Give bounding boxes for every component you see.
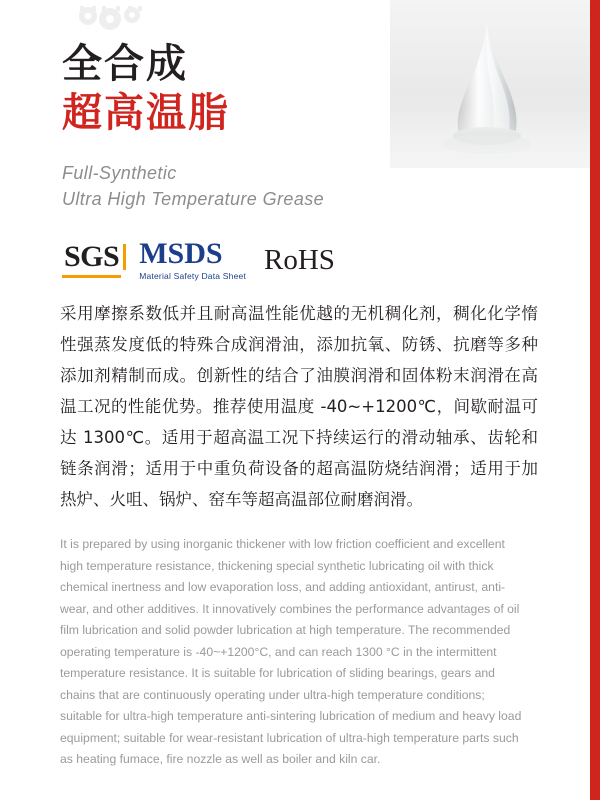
msds-logo-subtitle: Material Safety Data Sheet xyxy=(139,271,246,282)
page-title xyxy=(62,42,392,136)
subtitle-line-2: Ultra High Temperature Grease xyxy=(62,189,325,210)
certification-logos xyxy=(62,236,482,284)
gear-watermark-icon xyxy=(72,6,152,40)
description-chinese: 采用摩擦系数低并且耐高温性能优越的无机稠化剂，稠化化学惰性强蒸发度低的特殊合成润滑油，添加抗氧、防锈、抗磨等多种添加剂精制而成。创新性的结合了油膜润滑和固体粉末润滑在高温工况的性能优势。推荐使用温度 -40~+1200℃，间歇耐温可达 1300℃。适用于超高温工况下持续运行的滑动轴承、齿轮和链条润滑；适用于中重负荷设备的超高温防烧结润滑；适用于加热炉、火咀、锅炉、窑车等超高温部位耐磨润滑。 xyxy=(60,304,538,509)
sgs-logo-tick xyxy=(123,244,126,270)
product-hero-image xyxy=(390,0,590,168)
sgs-logo-text: SGS xyxy=(64,240,120,273)
subtitle-line-1: Full-Synthetic xyxy=(62,163,177,183)
rohs-logo: RoHS xyxy=(264,243,335,276)
msds-logo-text: MSDS xyxy=(139,237,223,271)
description-english: It is prepared by using inorganic thickener with low friction coefficient and excellent high temperature resistance, thickening special synthetic lubricating oil with thick chemical inertness and low evaporation loss, and adding antioxidant, antirust, anti-wear, and other additives. It innovatively combines the performance advantages of oil film lubrication and solid powder lubrication at high temperature. The recommended operating temperature is -40~+1200°C, and can reach 1300 °C in the intermittent temperature resistance. It is suitable for lubrication of sliding bearings, gears and chains that are continuously operating under ultra-high temperature conditions; suitable for ultra-high temperature anti-sintering lubrication of medium and heavy load equipment; suitable for wear-resistant lubrication of ultra-high temperature parts such as heating fumace, fire nozzle as well as boiler and kiln car. xyxy=(60,537,522,766)
sgs-logo-underline xyxy=(62,275,121,278)
right-accent-bar xyxy=(590,0,600,800)
hero-gradient-overlay xyxy=(390,108,590,168)
msds-logo xyxy=(139,239,246,281)
title-chinese-line-1: 全合成 xyxy=(62,41,188,87)
sgs-logo xyxy=(62,242,121,278)
subtitle-english xyxy=(62,160,482,212)
title-chinese-line-2: 超高温脂 xyxy=(62,90,230,136)
